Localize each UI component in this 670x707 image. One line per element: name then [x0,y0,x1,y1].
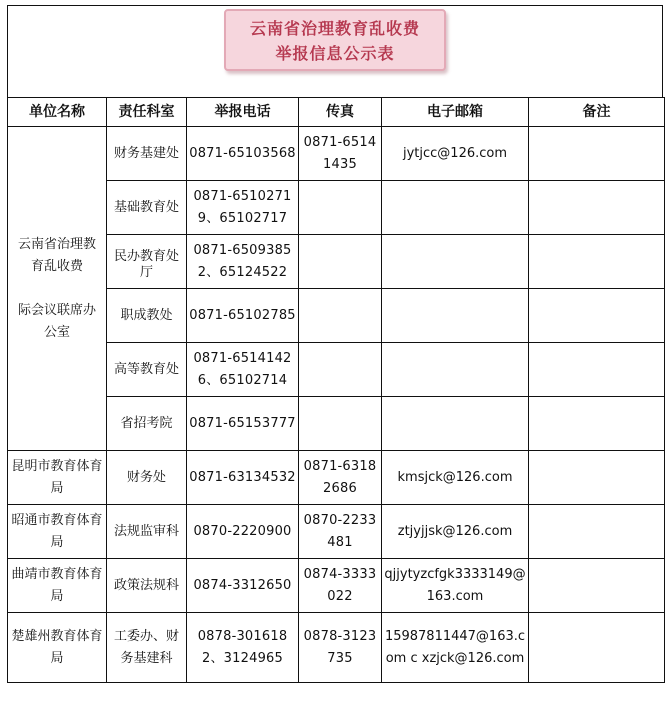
header-unit: 单位名称 [8,98,107,127]
dept-cell: 高等教育处 [107,343,187,397]
email-cell [382,343,529,397]
dept-cell: 法规监审科 [107,505,187,559]
note-cell [529,505,665,559]
phone-cell: 0871-63134532 [187,451,299,505]
unit-name-line: 际会议联席办 [17,302,96,318]
fax-cell [299,235,382,289]
note-cell [529,613,665,683]
phone-cell: 0874-3312650 [187,559,299,613]
table-row [8,289,665,343]
dept-cell: 基础教育处 [107,181,187,235]
email-cell[interactable]: 15987811447@163.com c xzjck@126.com [382,613,529,683]
table-row [8,181,665,235]
note-cell [529,289,665,343]
table-row [8,127,665,181]
email-cell [382,181,529,235]
fax-cell: 0874-3333022 [299,559,382,613]
header-note: 备注 [529,98,665,127]
email-cell[interactable]: qjjytyzcfgk3333149@163.com [382,559,529,613]
email-cell [382,235,529,289]
fax-cell [299,181,382,235]
dept-cell: 财务处 [107,451,187,505]
unit-cell: 楚雄州教育体育局 [8,613,107,683]
email-cell [382,397,529,451]
email-cell[interactable]: jytjcc@126.com [382,127,529,181]
dept-cell: 省招考院 [107,397,187,451]
note-cell [529,397,665,451]
phone-cell: 0871-65102719、65102717 [187,181,299,235]
phone-cell: 0871-65103568 [187,127,299,181]
email-cell [382,289,529,343]
dept-cell [107,235,187,289]
header-dept: 责任科室 [107,98,187,127]
unit-cell: 昭通市教育体育局 [8,505,107,559]
unit-cell: 昆明市教育体育局 [8,451,107,505]
fax-cell [299,289,382,343]
provincial-unit-cell [8,127,107,451]
report-table [7,97,665,683]
table-row [8,343,665,397]
table-row [8,397,665,451]
header-fax: 传真 [299,98,382,127]
report-sheet [7,5,665,707]
table-row [8,559,665,613]
table-row [8,451,665,505]
phone-cell: 0871-65153777 [187,397,299,451]
note-cell [529,127,665,181]
email-cell[interactable]: kmsjck@126.com [382,451,529,505]
unit-name-line: 云南省治理教 [17,236,96,252]
dept-cell: 财务基建处 [107,127,187,181]
fax-cell [299,397,382,451]
phone-cell: 0871-65102785 [187,289,299,343]
dept-extra-label: 厅 [139,264,153,280]
dept-label: 民办教育处 [113,248,179,264]
header-email: 电子邮箱 [382,98,529,127]
phone-cell: 0870-2220900 [187,505,299,559]
table-row [8,613,665,683]
unit-name-line: 公室 [43,324,70,340]
note-cell [529,235,665,289]
email-cell[interactable]: ztjyjjsk@126.com [382,505,529,559]
dept-cell: 职成教处 [107,289,187,343]
note-cell [529,559,665,613]
table-row [8,235,665,289]
table-row [8,505,665,559]
fax-cell: 0878-3123735 [299,613,382,683]
dept-cell: 工委办、财务基建科 [107,613,187,683]
unit-name-line: 育乱收费 [30,258,83,274]
title-banner [224,9,446,71]
note-cell [529,451,665,505]
fax-cell [299,343,382,397]
title-area [7,5,663,97]
fax-cell: 0871-65141435 [299,127,382,181]
note-cell [529,343,665,397]
fax-cell: 0871-63182686 [299,451,382,505]
table-header-row [8,98,665,127]
note-cell [529,181,665,235]
phone-cell: 0878-3016182、3124965 [187,613,299,683]
dept-cell: 政策法规科 [107,559,187,613]
title-line-1: 云南省治理教育乱收费 [249,19,420,38]
unit-cell: 曲靖市教育体育局 [8,559,107,613]
phone-cell: 0871-65141426、65102714 [187,343,299,397]
fax-cell: 0870-2233481 [299,505,382,559]
title-line-2: 举报信息公示表 [275,44,395,63]
header-phone: 举报电话 [187,98,299,127]
phone-cell: 0871-65093852、65124522 [187,235,299,289]
